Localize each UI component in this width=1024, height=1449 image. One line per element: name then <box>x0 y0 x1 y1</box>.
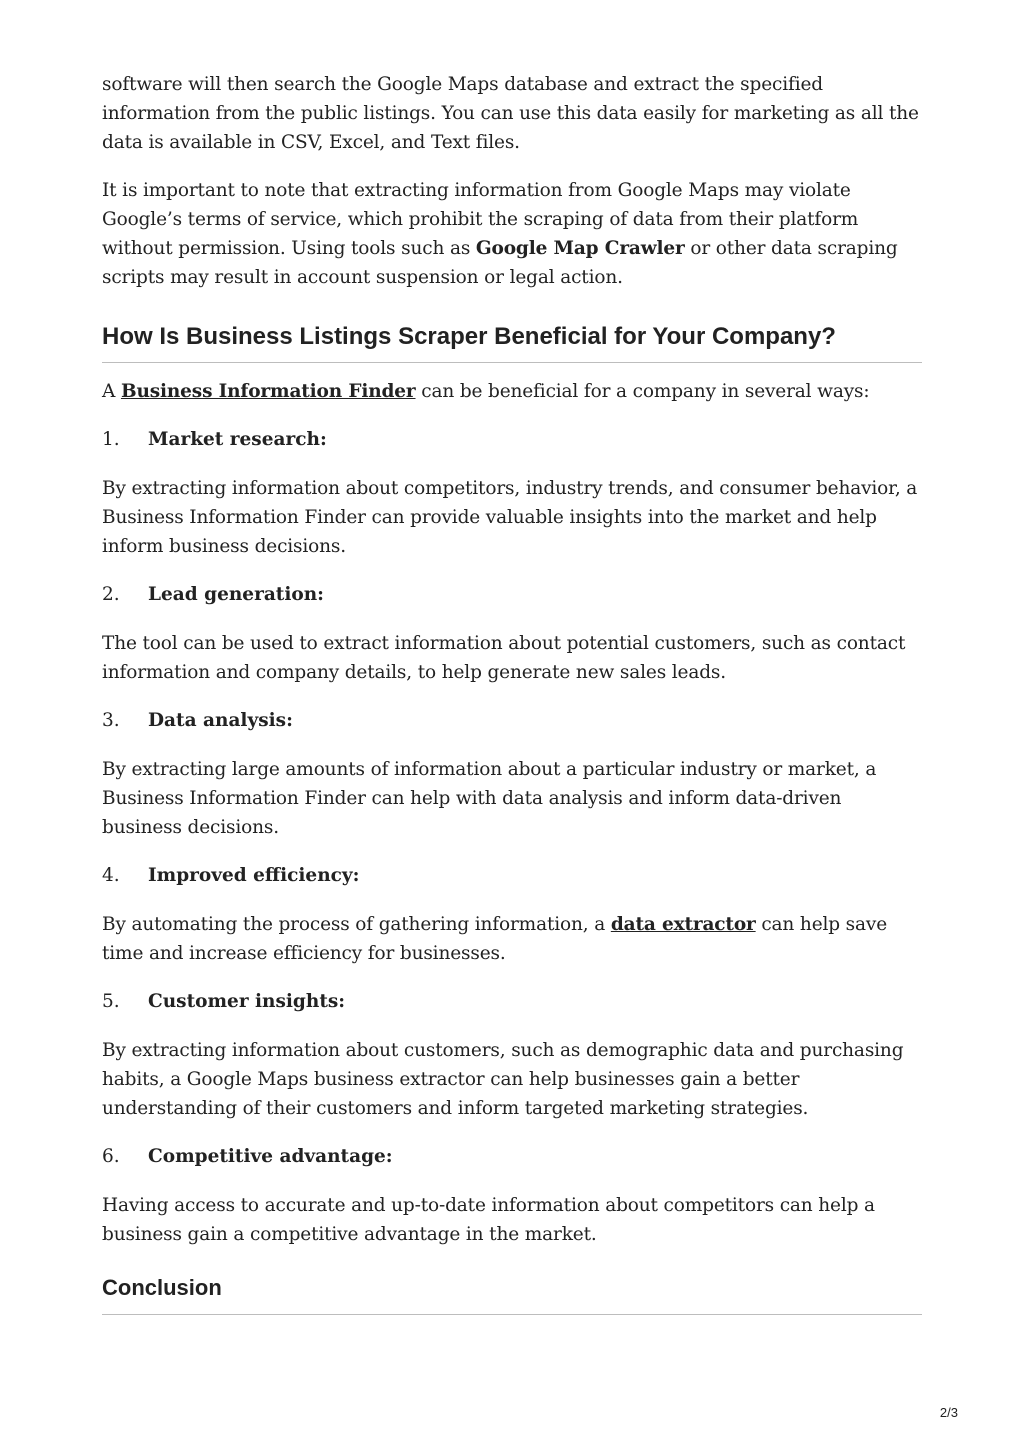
list-item-6 <box>102 1142 922 1171</box>
tos-text-1: It is important to note that extracting information from Google Maps may violate Google’s terms of service, which prohibit the scraping of data from their platform without permission. Using tools such as <box>102 180 859 259</box>
list-item-title: Market research: <box>148 429 327 450</box>
desc-text-2: can help save time and increase efficiency for businesses. <box>102 914 888 964</box>
tos-text-2: or other data scraping scripts may result in account suspension or legal action. <box>102 238 898 288</box>
benefits-lead-paragraph <box>102 377 922 406</box>
desc-text-1: By automating the process of gathering information, a <box>102 914 611 935</box>
tos-paragraph <box>102 176 922 292</box>
list-number: 5. <box>102 991 120 1012</box>
list-number: 3. <box>102 710 120 731</box>
document-page <box>102 70 922 1315</box>
list-number: 4. <box>102 865 120 886</box>
list-number: 1. <box>102 429 120 450</box>
lead-text-2: can be beneficial for a company in several ways: <box>415 381 870 402</box>
list-item-3 <box>102 706 922 735</box>
list-item-title: Lead generation: <box>148 584 324 605</box>
list-item-2 <box>102 580 922 609</box>
list-item-description: By extracting information about competitors, industry trends, and consumer behavior, a Business Information Finder can provide valuable insights into the market and help inform business decisions. <box>102 478 918 557</box>
list-item-description: Having access to accurate and up-to-date information about competitors can help a business gain a competitive advantage in the market. <box>102 1195 875 1245</box>
list-item-description: The tool can be used to extract information about potential customers, such as contact information and company details, to help generate new sales leads. <box>102 633 906 683</box>
section-heading-benefits: How Is Business Listings Scraper Beneficial for Your Company? <box>102 322 922 363</box>
list-number: 6. <box>102 1146 120 1167</box>
google-map-crawler-bold: Google Map Crawler <box>475 238 685 259</box>
list-item-description: By extracting large amounts of information about a particular industry or market, a Business Information Finder can help with data analysis and inform data-driven business decisions. <box>102 759 877 838</box>
list-item-5 <box>102 987 922 1016</box>
list-item-4 <box>102 861 922 890</box>
business-information-finder-link[interactable]: Business Information Finder <box>120 381 416 402</box>
list-item-description: By extracting information about customers, such as demographic data and purchasing habits, a Google Maps business extractor can help businesses gain a better understanding of their customers and inform targeted marketing strategies. <box>102 1040 904 1119</box>
list-item-1 <box>102 425 922 454</box>
intro-paragraph: software will then search the Google Maps database and extract the specified information from the public listings. You can use this data easily for marketing as all the data is available in CSV, Excel, and Text files. <box>102 74 919 153</box>
list-item-title: Data analysis: <box>148 710 293 731</box>
page-number: 2/3 <box>939 1405 958 1420</box>
list-item-title: Competitive advantage: <box>148 1146 393 1167</box>
list-item-title: Improved efficiency: <box>148 865 360 886</box>
section-heading-conclusion: Conclusion <box>102 1274 922 1315</box>
list-item-description <box>102 910 922 968</box>
list-item-title: Customer insights: <box>148 991 346 1012</box>
data-extractor-link[interactable]: data extractor <box>610 914 756 935</box>
list-number: 2. <box>102 584 120 605</box>
lead-text-1: A <box>102 381 121 402</box>
